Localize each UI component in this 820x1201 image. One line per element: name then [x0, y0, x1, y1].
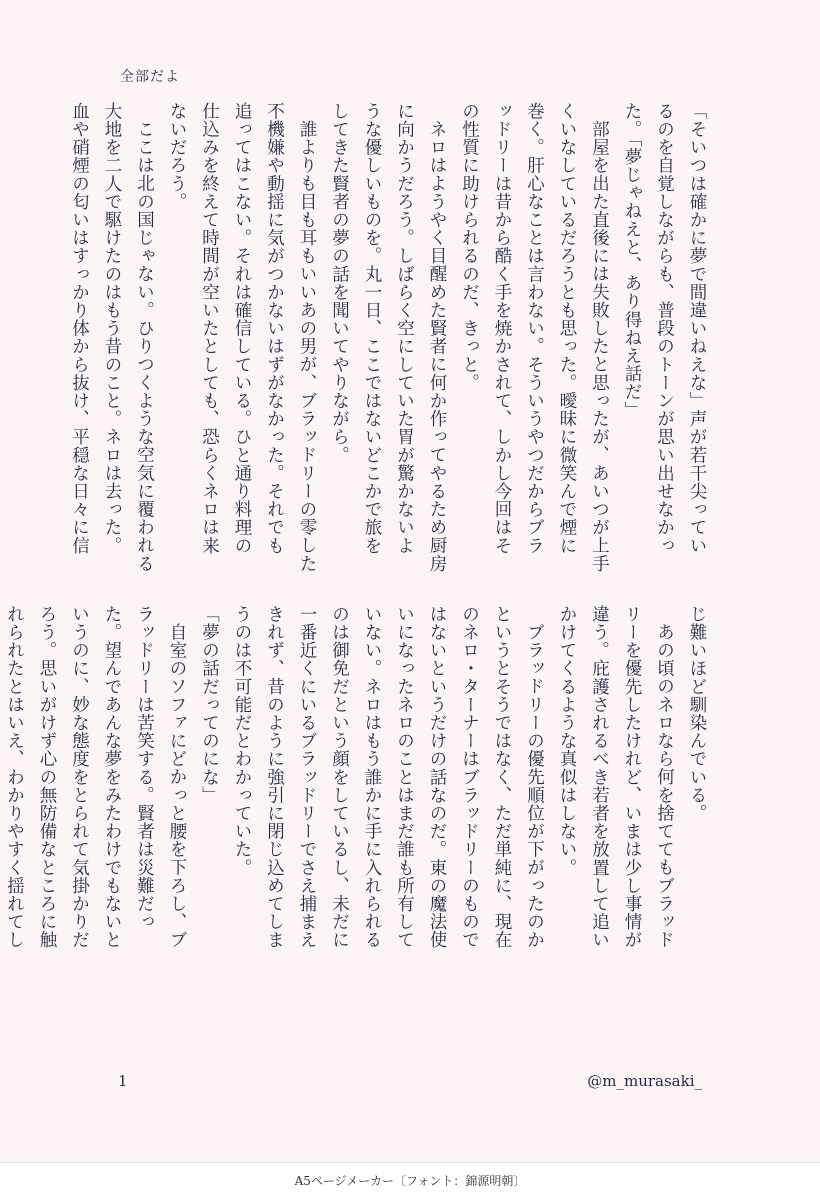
- page-number: 1: [118, 1072, 128, 1090]
- paragraph: ネロはようやく目醒めた賢者に何か作ってやるため厨房に向かうだろう。しばらく空にしていた胃が驚かないような優しいものを。丸一日、ここではないどこかで旅をしてきた賢者の夢の話を聞いてやりながら。: [329, 102, 447, 572]
- footer-bar: [0, 1162, 820, 1201]
- upper-text-block: [69, 102, 713, 572]
- paragraph: 「そいつは確かに夢で間違いねえな」声が若干尖っているのを自覚しながらも、普段のトーンが思い出せなかった。「夢じゃねえと、あり得ねえ話だ」: [622, 102, 707, 555]
- paragraph: 部屋を出た直後には失敗したと思ったが、あいつが上手くいなしているだろうとも思った。曖昧に微笑んで煙に巻く。肝心なことは言わない。そういうやつだからブラッドリーは昔から酷く手を焼かされて、しかし今回はその性質に助けられるのだ、きっと。: [459, 102, 610, 572]
- lower-text-block: [4, 605, 713, 955]
- author-credit: @m_murasaki_: [587, 1072, 702, 1090]
- paragraph: 「夢の話だってのにな」: [199, 605, 220, 805]
- footer-text: A5ページメーカー〔フォント：錦源明朝〕: [294, 1174, 526, 1188]
- header-label: 全部だよ: [120, 69, 180, 85]
- paragraph: あの頃のネロなら何を捨ててもブラッドリーを優先したけれど、いまは少し事情が違う。庇護されるべき若者を放置して追いかけてくるような真似はしない。: [557, 605, 675, 949]
- paragraph: じ難いほど馴染んでいる。: [687, 605, 707, 823]
- paragraph: ブラッドリーの優先順位が下がったのかというとそうではなく、ただ単純に、現在のネロ・ターナーはブラッドリーのものではないというだけの話なのだ。東の魔法使いになったネロのことはまだ誰も所有していない。ネロはもう誰かに手に入れられるのは御免だという顔をしているし、未だに一番近くにいるブラッドリーでさえ捕まえきれず、昔のように強引に閉じ込めてしまうのは不可能だとわかっていた。: [232, 605, 545, 949]
- paragraph: ここは北の国じゃない。ひりつくような空気に覆われる大地を二人で駆けたのはもう昔のこと。ネロは去った。血や硝煙の匂いはすっかり体から抜け、平穏な日々に信: [69, 102, 155, 572]
- paragraph: 誰よりも目も耳もいいあの男が、ブラッドリーの零した不機嫌や動揺に気がつかないはずがなかった。それでも追ってはこない。それは確信している。ひと通り料理の仕込みを終えて時間が空いたとしても、恐らくネロは来ないだろう。: [167, 102, 317, 572]
- paragraph: 自室のソファにどかっと腰を下ろし、ブラッドリーは苦笑する。賢者は災難だった。望んであんな夢をみたわけでもないというのに、妙な態度をとられて気掛かりだろう。思いがけず心の無防備なところに触れられたとはいえ、わかりやすく揺れてし: [4, 605, 187, 949]
